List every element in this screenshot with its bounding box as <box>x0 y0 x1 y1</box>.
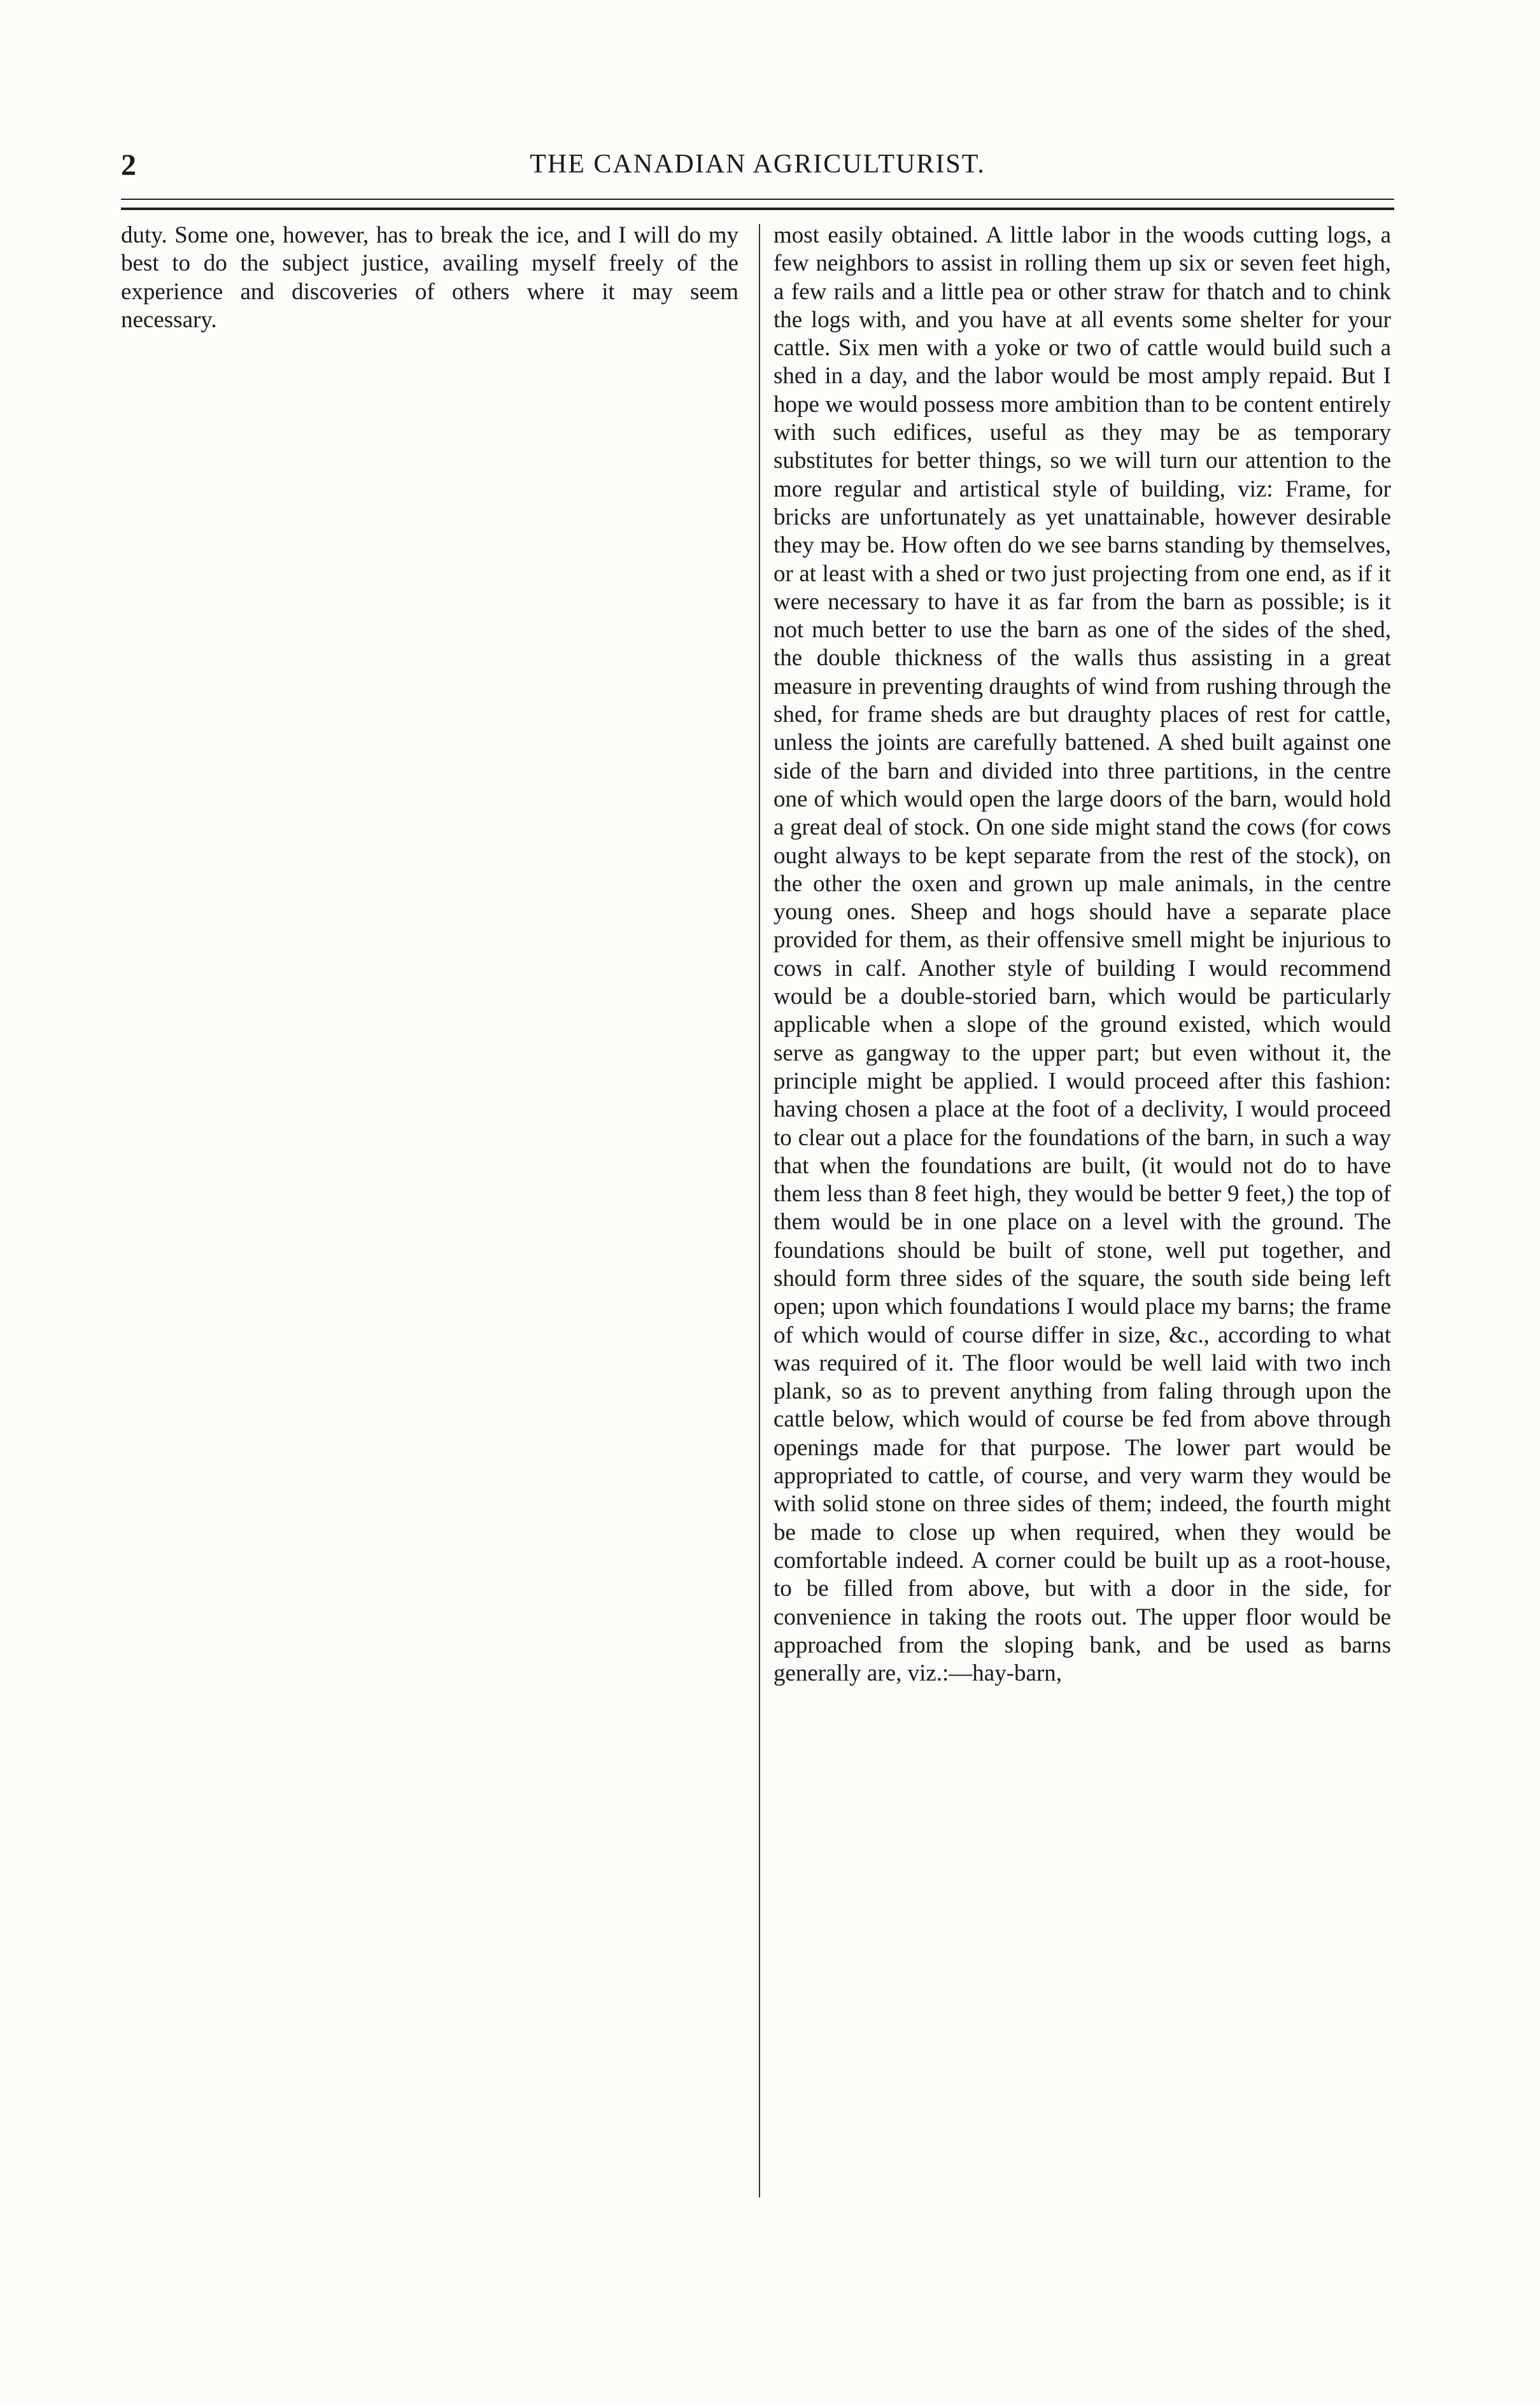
running-title: THE CANADIAN AGRICULTURIST. <box>530 150 985 179</box>
right-column <box>774 222 1391 2310</box>
page-header <box>121 148 1394 192</box>
paragraph: most easily obtained. A little labor in the woods cutting logs, a few neighbors to assist in rolling them up six or seven feet high, a few rails and a little pea or other straw for thatch and to chink the logs with, and you have at all events some shelter for your cattle. Six men with a yoke or two of cattle would build such a shed in a day, and the labor would be most amply repaid. But I hope we would possess more ambition than to be content entirely with such edifices, useful as they may be as temporary substitutes for better things, so we will turn our attention to the more regular and artistical style of building, viz: Frame, for bricks are unfortunately as yet unattainable, however desirable they may be. How often do we see barns standing by themselves, or at least with a shed or two just projecting from one end, as if it were necessary to have it as far from the barn as possible; is it not much better to use the barn as one of the sides of the shed, the double thickness of the walls thus assisting in a great measure in preventing draughts of wind from rushing through the shed, for frame sheds are but draughty places of rest for cattle, unless the joints are carefully battened. A shed built against one side of the barn and divided into three partitions, in the centre one of which would open the large doors of the barn, would hold a great deal of stock. On one side might stand the cows (for cows ought always to be kept separate from the rest of the stock), on the other the oxen and grown up male animals, in the centre young ones. Sheep and hogs should have a separate place provided for them, as their offensive smell might be injurious to cows in calf. Another style of building I would recommend would be a double-storied barn, which would be particularly applicable when a slope of the ground existed, which would serve as gangway to the upper part; but even without it, the principle might be applied. I would proceed after this fashion: having chosen a place at the foot of a declivity, I would proceed to clear out a place for the foundations of the barn, in such a way that when the foundations are built, (it would not do to have them less than 8 feet high, they would be better 9 feet,) the top of them would be in one place on a level with the ground. The foundations should be built of stone, well put together, and should form three sides of the square, the south side being left open; upon which foundations I would place my barns; the frame of which would of course differ in size, &c., according to what was required of it. The floor would be well laid with two inch plank, so as to prevent anything from faling through upon the cattle below, which would of course be fed from above through openings made for that purpose. The lower part would be appropriated to cattle, of course, and very warm they would be with solid stone on three sides of them; indeed, the fourth might be made to close up when required, when they would be comfortable indeed. A corner could be built up as a root-house, to be filled from above, but with a door in the side, for convenience in taking the roots out. The upper floor would be approached from the sloping bank, and be used as barns generally are, viz.:—hay-barn, <box>774 222 1391 1687</box>
paragraph: duty. Some one, however, has to break the ice, and I will do my best to do the subject justice, availing myself freely of the experience and discoveries of others where it may seem necessary. <box>121 222 738 333</box>
column-divider <box>759 224 760 2197</box>
left-column <box>121 222 738 2310</box>
page-number: 2 <box>121 148 136 182</box>
header-rule <box>121 199 1394 210</box>
